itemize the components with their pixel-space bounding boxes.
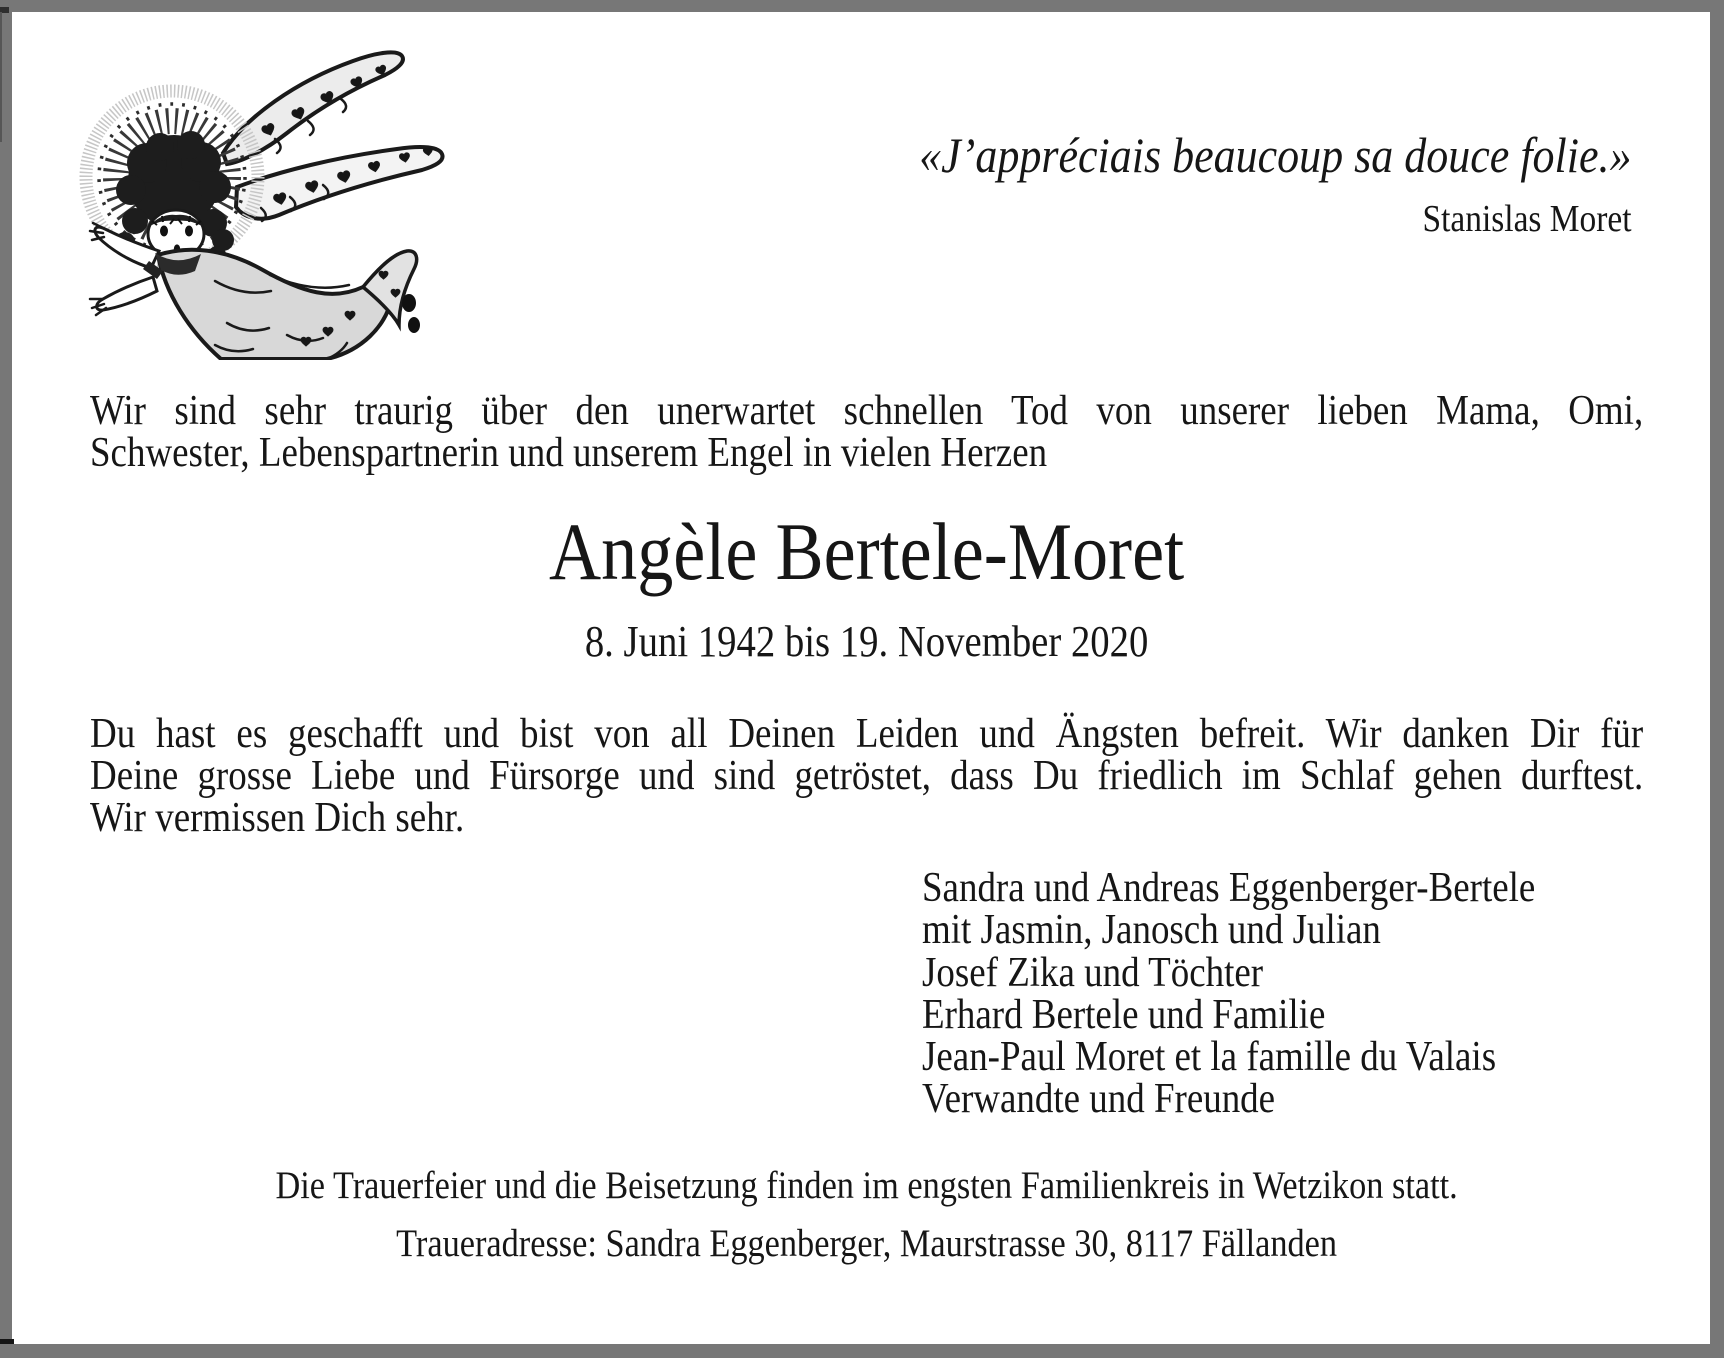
mourner-line: mit Jasmin, Janosch und Julian — [922, 907, 1381, 954]
intro-line: Wir sind sehr traurig über den unerwartet schnellen Tod von unserer lieben Mama, Omi, — [90, 388, 1644, 434]
mourner-line: Sandra und Andreas Eggenberger-Bertele — [922, 865, 1536, 911]
intro-line: Schwester, Lebenspartnerin und unserem Engel in vielen Herzen — [90, 430, 1048, 476]
memorial-quote: «J’appréciais beaucoup sa douce folie.» — [919, 127, 1632, 183]
scan-artifact — [0, 12, 2, 142]
eulogy-line: Deine grosse Liebe und Fürsorge und sind getröstet, dass Du friedlich im Schlaf gehen durftest. — [90, 753, 1644, 799]
scan-edge-bottom — [0, 1344, 1724, 1358]
mourners-list — [922, 867, 1644, 1121]
scan-edge-left — [0, 0, 12, 1358]
life-dates: 8. Juni 1942 bis 19. November 2020 — [584, 617, 1149, 666]
scan-edge-top — [0, 0, 1724, 12]
eulogy-line: Du hast es geschafft und bist von all Deinen Leiden und Ängsten befreit. Wir danken Dir für — [90, 711, 1644, 757]
eulogy-paragraph — [90, 713, 1643, 839]
mourner-line: Josef Zika und Töchter — [922, 949, 1264, 996]
angel-gown — [158, 250, 420, 359]
funeral-note: Die Trauerfeier und die Beisetzung finden im engsten Familienkreis in Wetzikon statt. — [275, 1164, 1458, 1207]
scan-artifact — [0, 1339, 14, 1344]
angel-illustration — [65, 35, 480, 360]
intro-paragraph — [90, 390, 1643, 474]
scan-edge-right — [1710, 0, 1724, 1358]
deceased-name: Angèle Bertele-Moret — [549, 506, 1185, 597]
mourner-line: Jean-Paul Moret et la famille du Valais — [922, 1034, 1497, 1081]
mourner-line: Erhard Bertele und Familie — [922, 991, 1326, 1038]
eulogy-line: Wir vermissen Dich sehr. — [90, 795, 465, 841]
quote-block — [920, 127, 1632, 241]
mourning-address: Traueradresse: Sandra Eggenberger, Maurstrasse 30, 8117 Fällanden — [396, 1222, 1338, 1265]
mourner-line: Verwandte und Freunde — [922, 1076, 1276, 1123]
quote-attribution: Stanislas Moret — [1423, 197, 1632, 240]
